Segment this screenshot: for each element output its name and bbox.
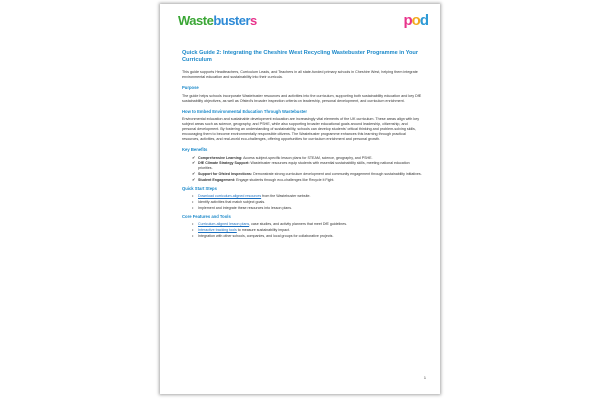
page-number: 1	[423, 376, 426, 380]
document-content	[182, 50, 422, 242]
list-item: • Interactive tracking tools to measure sustainability impact.	[192, 226, 290, 232]
pod-logo: pod	[403, 12, 428, 29]
document-title: Quick Guide 2: Integrating the Cheshire West Recycling Wastebuster Programme in Your Curriculum	[182, 50, 419, 63]
bullet-icon: •	[192, 198, 194, 204]
features-list	[182, 222, 422, 238]
list-item: • Download curriculum-aligned resources from the Wastebuster website.	[192, 193, 311, 199]
features-heading: Core Features and Tools	[182, 213, 231, 219]
bullet-icon: •	[192, 221, 194, 227]
list-item: ✔ Student Engagement: Engage students through eco-challenges like Recycle it Fight.	[192, 177, 335, 182]
bullet-icon: •	[192, 193, 194, 199]
benefits-heading: Key Benefits	[182, 147, 208, 152]
list-item: • Identify activities that match subject goals.	[192, 198, 266, 204]
check-icon: ✔	[192, 171, 196, 176]
bullet-icon: •	[192, 204, 194, 210]
list-item: ✔ DfE Climate Strategy Support: Wastebuster resources equip students with essential sustainability skills, meeting national education priorities.	[192, 161, 410, 171]
check-icon: ✔	[192, 177, 196, 182]
embed-paragraph: Environmental education and sustainable development education are increasingly vital elements of the UK curriculum. These areas align with key subject areas such as science, geography, and PSHE, while also supporting broader educational goals around leadership, citizenship, and personal development. By fostering an understanding of sustainability, schools can develop students' critical thinking and problem-solving skills, encouraging them to become environmentally responsible citizens. The Wastebuster programme enhances this learning through practical resources, activities, and real-world eco-challenges, offering opportunities for curriculum enrichment and personal growth.	[182, 117, 420, 141]
intro-paragraph: This guide supports Headteachers, Curriculum Leads, and Teachers in all state-funded primary schools in Cheshire West, helping them integrate environmental education and sustainability into their curricula.	[182, 70, 418, 79]
list-item: • Integration with other schools, companies, and local groups for collaborative projects.	[192, 232, 334, 238]
list-item: • Implement and integrate these resources into lesson plans.	[192, 204, 293, 210]
quickstart-list	[182, 194, 422, 210]
download-resources-link[interactable]: Download curriculum-aligned resources	[198, 194, 262, 199]
list-item: • Curriculum-aligned lesson plans, case studies, and activity planners that meet DfE guidelines.	[192, 221, 348, 227]
check-icon: ✔	[192, 155, 196, 160]
bullet-icon: •	[192, 232, 194, 238]
benefits-list	[182, 156, 422, 183]
purpose-heading: Purpose	[182, 85, 199, 90]
purpose-paragraph: The guide helps schools incorporate Wastebuster resources and activities into the curriculum, supporting both sustainability education and key DfE sustainability objectives, as well as Ofsted's broader inspection criteria on leadership, personal development, and curriculum enrichment.	[182, 93, 422, 103]
tracking-tools-link[interactable]: Interactive tracking tools	[198, 227, 237, 232]
bullet-icon: •	[192, 226, 194, 232]
embed-heading: How to Embed Environmental Education Through Wastebuster	[182, 108, 308, 114]
check-icon: ✔	[192, 161, 196, 166]
wastebusters-logo: Wastebusters	[178, 13, 257, 28]
list-item: ✔ Comprehensive Learning: Access subject-specific lesson plans for STEAM, science, geography, and PSHE.	[192, 155, 373, 160]
list-item: ✔ Support for Ofsted Inspections: Demonstrate strong curriculum development and community engagement through sustainability initiatives.	[192, 171, 422, 176]
quickstart-heading: Quick Start Steps	[182, 185, 217, 191]
lesson-plans-link[interactable]: Curriculum-aligned lesson plans	[198, 222, 250, 227]
document-page	[160, 4, 440, 394]
